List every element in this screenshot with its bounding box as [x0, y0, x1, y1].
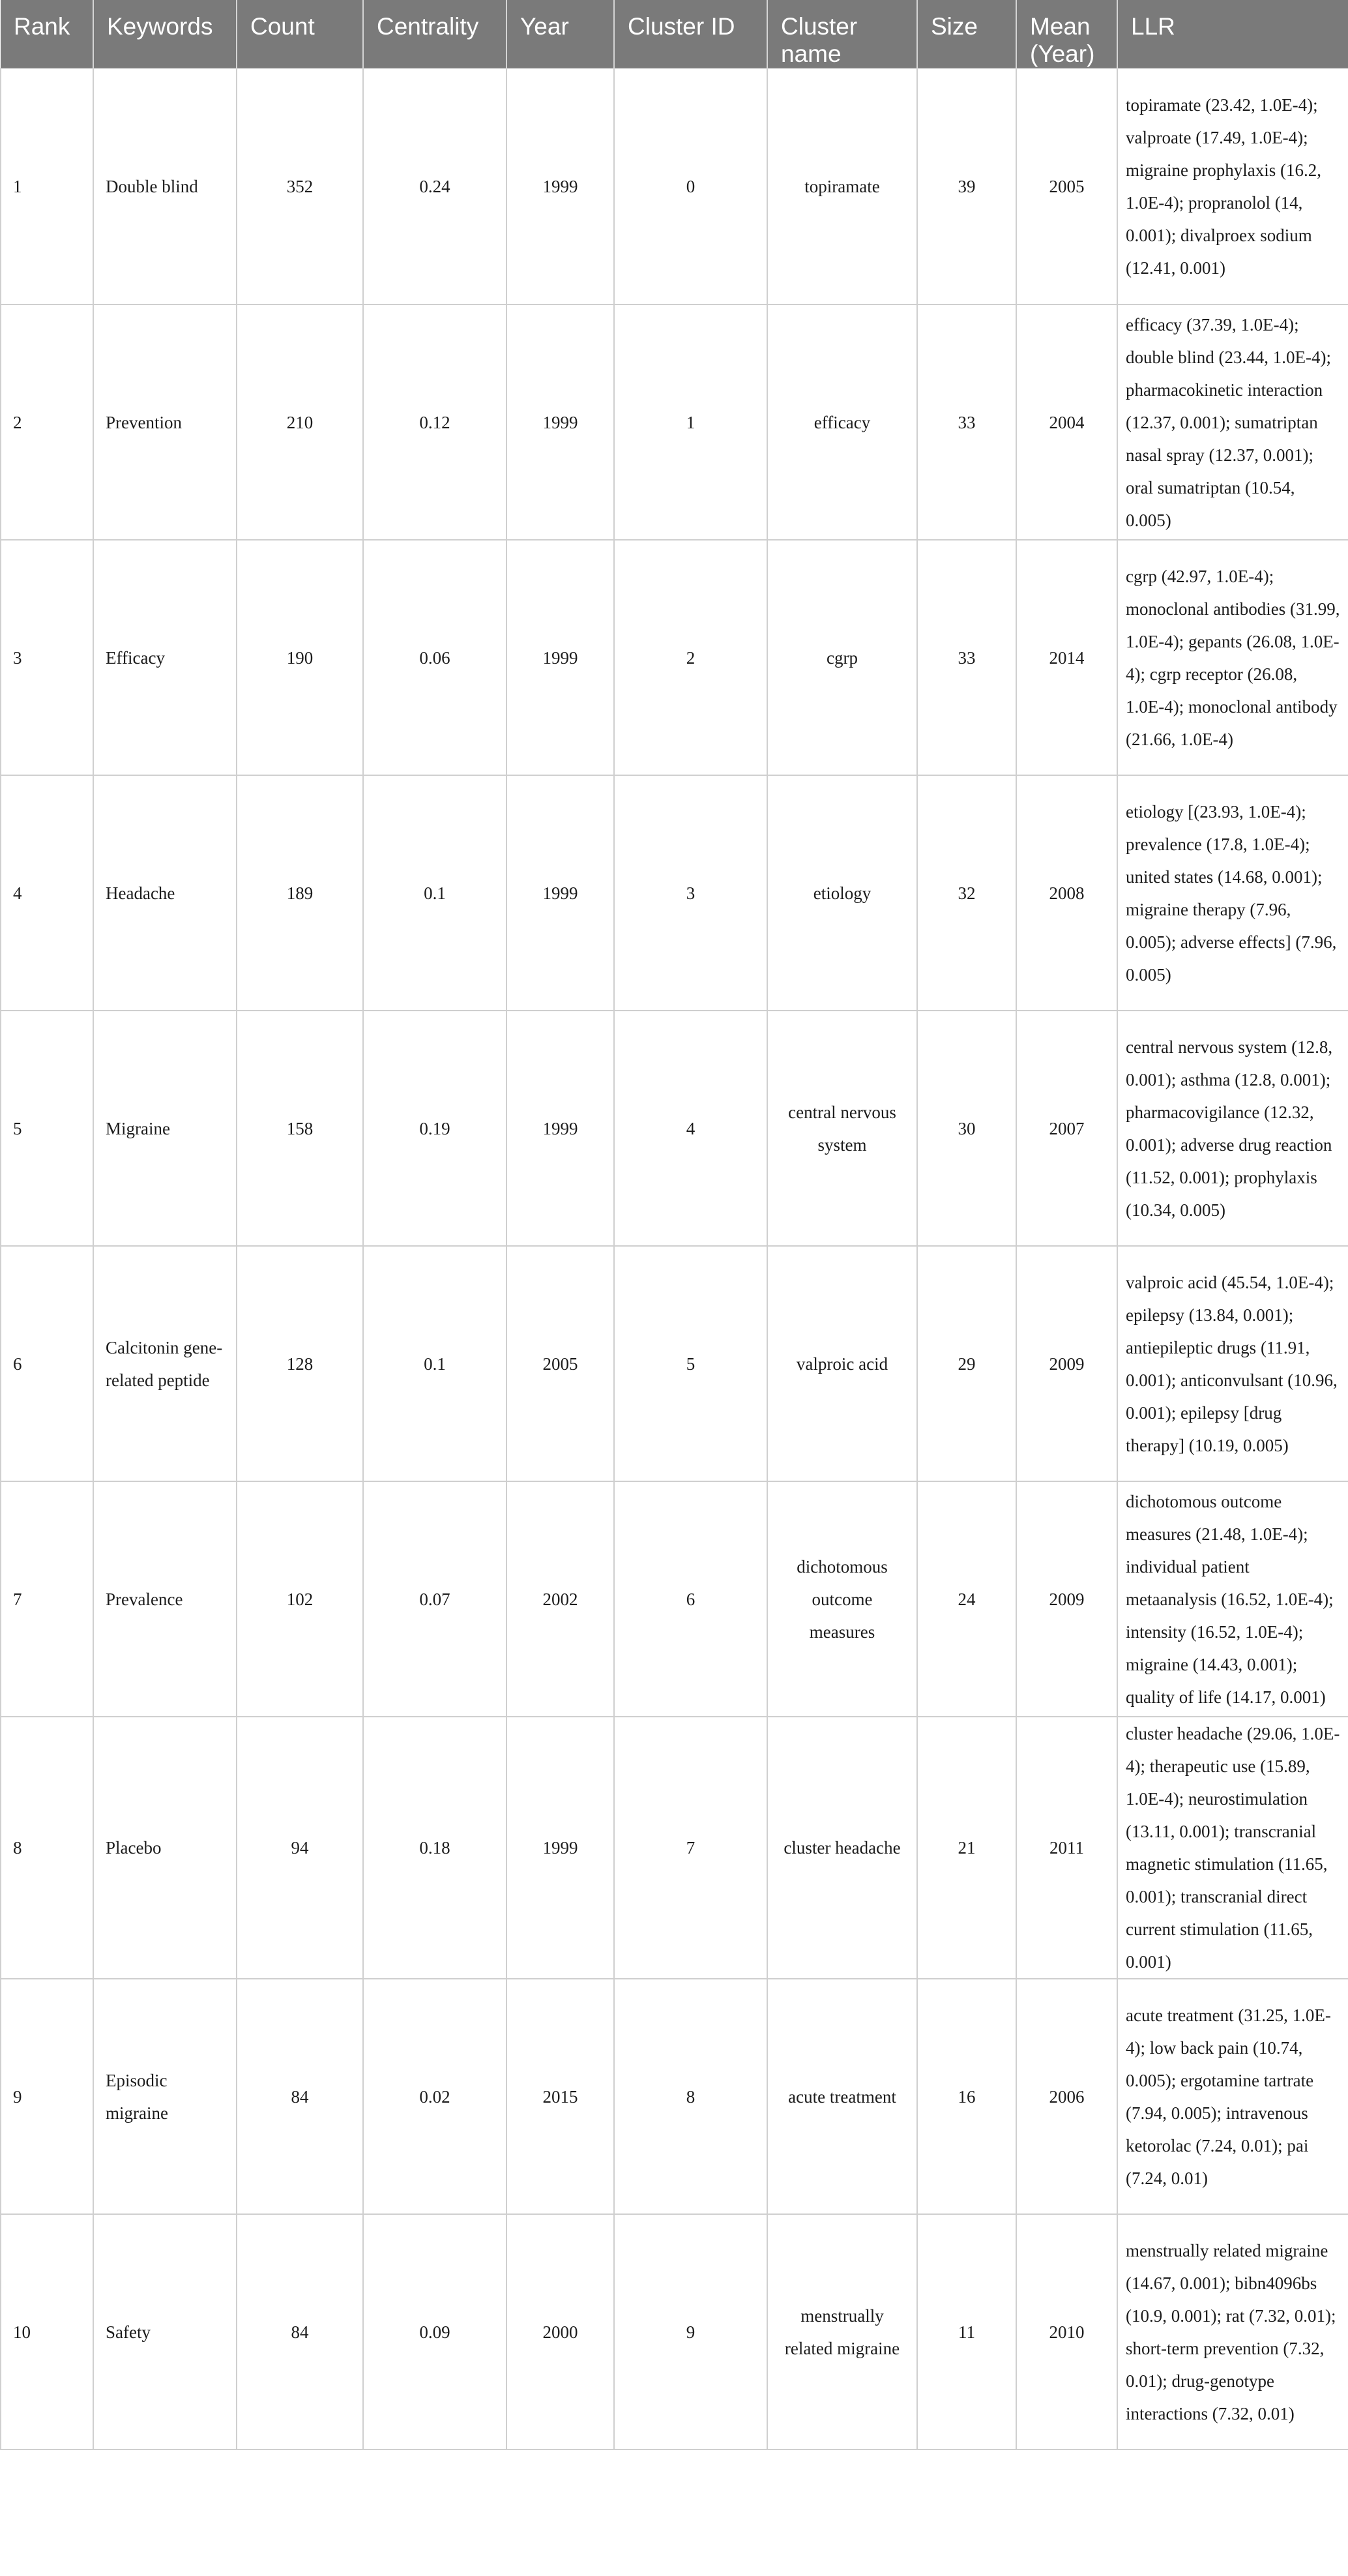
cell-size: 33: [917, 540, 1016, 775]
cell-year: 2005: [506, 1246, 614, 1481]
cell-cluster-id: 3: [614, 775, 767, 1011]
cell-rank: 5: [1, 1011, 93, 1246]
cell-centrality: 0.07: [363, 1481, 506, 1717]
cell-count: 189: [237, 775, 363, 1011]
cell-year: 1999: [506, 304, 614, 540]
cell-size: 11: [917, 2214, 1016, 2450]
cell-keyword: Calcitonin gene-related peptide: [93, 1246, 237, 1481]
cell-llr: efficacy (37.39, 1.0E-4); double blind (23.44, 1.0E-4); pharmacokinetic interaction (12.37, 0.001); sumatriptan nasal spray (12.37, 0.001); oral sumatriptan (10.54, 0.005): [1117, 304, 1348, 540]
cell-mean-year: 2009: [1016, 1481, 1117, 1717]
header-keywords: Keywords: [93, 0, 237, 68]
table-row: [1, 1717, 1348, 1979]
cell-year: 1999: [506, 1717, 614, 1979]
cell-llr: etiology [(23.93, 1.0E-4); prevalence (17.8, 1.0E-4); united states (14.68, 0.001); migraine therapy (7.96, 0.005); adverse effects] (7.96, 0.005): [1117, 775, 1348, 1011]
cell-rank: 9: [1, 1979, 93, 2214]
cell-year: 2015: [506, 1979, 614, 2214]
cell-size: 29: [917, 1246, 1016, 1481]
cell-cluster-name: acute treatment: [767, 1979, 917, 2214]
cell-llr: cluster headache (29.06, 1.0E-4); therapeutic use (15.89, 1.0E-4); neurostimulation (13.11, 0.001); transcranial magnetic stimulation (11.65, 0.001); transcranial direct current stimulation (11.65, 0.001): [1117, 1717, 1348, 1979]
cell-year: 2002: [506, 1481, 614, 1717]
cell-count: 190: [237, 540, 363, 775]
cell-cluster-id: 5: [614, 1246, 767, 1481]
cell-llr: central nervous system (12.8, 0.001); asthma (12.8, 0.001); pharmacovigilance (12.32, 0.001); adverse drug reaction (11.52, 0.001); prophylaxis (10.34, 0.005): [1117, 1011, 1348, 1246]
cell-size: 30: [917, 1011, 1016, 1246]
cell-centrality: 0.06: [363, 540, 506, 775]
cell-cluster-id: 9: [614, 2214, 767, 2450]
cell-keyword: Episodic migraine: [93, 1979, 237, 2214]
cell-mean-year: 2004: [1016, 304, 1117, 540]
cell-rank: 2: [1, 304, 93, 540]
cell-cluster-id: 1: [614, 304, 767, 540]
cell-mean-year: 2011: [1016, 1717, 1117, 1979]
cell-rank: 3: [1, 540, 93, 775]
cell-centrality: 0.19: [363, 1011, 506, 1246]
table-row: [1, 1481, 1348, 1717]
cell-cluster-id: 4: [614, 1011, 767, 1246]
cell-centrality: 0.12: [363, 304, 506, 540]
cell-size: 33: [917, 304, 1016, 540]
cell-cluster-name: etiology: [767, 775, 917, 1011]
cell-cluster-id: 0: [614, 68, 767, 304]
cell-cluster-name: dichotomous outcome measures: [767, 1481, 917, 1717]
header-year: Year: [506, 0, 614, 68]
cell-cluster-name: efficacy: [767, 304, 917, 540]
table-row: [1, 304, 1348, 540]
cell-llr: cgrp (42.97, 1.0E-4); monoclonal antibodies (31.99, 1.0E-4); gepants (26.08, 1.0E-4); cgrp receptor (26.08, 1.0E-4); monoclonal antibody (21.66, 1.0E-4): [1117, 540, 1348, 775]
cell-mean-year: 2007: [1016, 1011, 1117, 1246]
cell-llr: menstrually related migraine (14.67, 0.001); bibn4096bs (10.9, 0.001); rat (7.32, 0.01); short-term prevention (7.32, 0.01); drug-genotype interactions (7.32, 0.01): [1117, 2214, 1348, 2450]
header-rank: Rank: [1, 0, 93, 68]
table-row: [1, 775, 1348, 1011]
cell-year: 1999: [506, 68, 614, 304]
cell-mean-year: 2008: [1016, 775, 1117, 1011]
cell-keyword: Headache: [93, 775, 237, 1011]
cell-mean-year: 2014: [1016, 540, 1117, 775]
cell-size: 16: [917, 1979, 1016, 2214]
cell-llr: valproic acid (45.54, 1.0E-4); epilepsy (13.84, 0.001); antiepileptic drugs (11.91, 0.001); anticonvulsant (10.96, 0.001); epilepsy [drug therapy] (10.19, 0.005): [1117, 1246, 1348, 1481]
header-count: Count: [237, 0, 363, 68]
cell-count: 84: [237, 1979, 363, 2214]
cell-size: 21: [917, 1717, 1016, 1979]
header-size: Size: [917, 0, 1016, 68]
cell-cluster-name: cgrp: [767, 540, 917, 775]
cell-llr: topiramate (23.42, 1.0E-4); valproate (17.49, 1.0E-4); migraine prophylaxis (16.2, 1.0E-4); propranolol (14, 0.001); divalproex sodium (12.41, 0.001): [1117, 68, 1348, 304]
cell-rank: 4: [1, 775, 93, 1011]
cell-llr: acute treatment (31.25, 1.0E-4); low back pain (10.74, 0.005); ergotamine tartrate (7.94, 0.005); intravenous ketorolac (7.24, 0.01); pai (7.24, 0.01): [1117, 1979, 1348, 2214]
cell-keyword: Safety: [93, 2214, 237, 2450]
cell-count: 210: [237, 304, 363, 540]
table-row: [1, 1979, 1348, 2214]
cell-cluster-name: cluster headache: [767, 1717, 917, 1979]
table-row: [1, 540, 1348, 775]
header-centrality: Centrality: [363, 0, 506, 68]
table-row: [1, 1246, 1348, 1481]
cell-size: 39: [917, 68, 1016, 304]
cell-rank: 7: [1, 1481, 93, 1717]
cell-count: 158: [237, 1011, 363, 1246]
cell-cluster-id: 8: [614, 1979, 767, 2214]
cell-count: 94: [237, 1717, 363, 1979]
cell-rank: 6: [1, 1246, 93, 1481]
cell-count: 84: [237, 2214, 363, 2450]
cell-centrality: 0.1: [363, 1246, 506, 1481]
cell-centrality: 0.09: [363, 2214, 506, 2450]
cell-count: 102: [237, 1481, 363, 1717]
cell-rank: 10: [1, 2214, 93, 2450]
cell-year: 1999: [506, 1011, 614, 1246]
cell-mean-year: 2005: [1016, 68, 1117, 304]
cell-llr: dichotomous outcome measures (21.48, 1.0E-4); individual patient metaanalysis (16.52, 1.0E-4); intensity (16.52, 1.0E-4); migraine (14.43, 0.001); quality of life (14.17, 0.001): [1117, 1481, 1348, 1717]
cell-count: 128: [237, 1246, 363, 1481]
cell-centrality: 0.18: [363, 1717, 506, 1979]
cell-keyword: Placebo: [93, 1717, 237, 1979]
table-header: [1, 0, 1348, 68]
header-cluster-id: Cluster ID: [614, 0, 767, 68]
cell-keyword: Prevalence: [93, 1481, 237, 1717]
cell-cluster-name: topiramate: [767, 68, 917, 304]
cell-keyword: Prevention: [93, 304, 237, 540]
table-row: [1, 2214, 1348, 2450]
header-row: [1, 0, 1348, 68]
cell-rank: 1: [1, 68, 93, 304]
cell-count: 352: [237, 68, 363, 304]
header-llr: LLR: [1117, 0, 1348, 68]
cell-cluster-id: 6: [614, 1481, 767, 1717]
cell-year: 2000: [506, 2214, 614, 2450]
cell-year: 1999: [506, 775, 614, 1011]
cell-rank: 8: [1, 1717, 93, 1979]
cell-cluster-name: valproic acid: [767, 1246, 917, 1481]
cell-cluster-name: central nervous system: [767, 1011, 917, 1246]
cell-mean-year: 2010: [1016, 2214, 1117, 2450]
cell-mean-year: 2009: [1016, 1246, 1117, 1481]
cell-size: 24: [917, 1481, 1016, 1717]
cell-cluster-name: menstrually related migraine: [767, 2214, 917, 2450]
cell-centrality: 0.02: [363, 1979, 506, 2214]
cell-year: 1999: [506, 540, 614, 775]
cell-cluster-id: 7: [614, 1717, 767, 1979]
table-row: [1, 1011, 1348, 1246]
cell-keyword: Migraine: [93, 1011, 237, 1246]
table-row: [1, 68, 1348, 304]
header-cluster-name: Cluster name: [767, 0, 917, 68]
cell-size: 32: [917, 775, 1016, 1011]
header-mean-year: Mean (Year): [1016, 0, 1117, 68]
cell-centrality: 0.1: [363, 775, 506, 1011]
cell-centrality: 0.24: [363, 68, 506, 304]
cell-keyword: Efficacy: [93, 540, 237, 775]
cell-mean-year: 2006: [1016, 1979, 1117, 2214]
cell-cluster-id: 2: [614, 540, 767, 775]
cell-keyword: Double blind: [93, 68, 237, 304]
table-body: [1, 68, 1348, 2450]
